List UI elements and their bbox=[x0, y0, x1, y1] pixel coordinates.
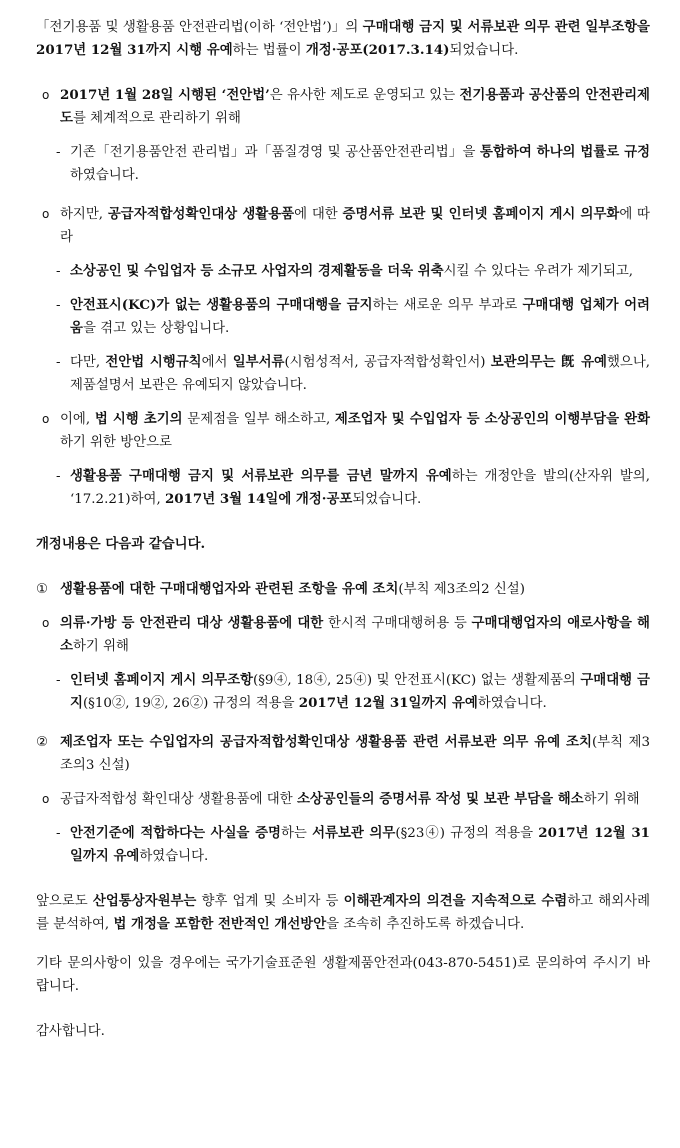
contact-paragraph: 기타 문의사항이 있을 경우에는 국가기술표준원 생활제품안전과(043-870-5451)로 문의하여 주시기 바랍니다. bbox=[36, 956, 650, 994]
closing-text: 감사합니다. bbox=[36, 1024, 105, 1039]
amendment-2-detail: - 안전기준에 적합하다는 사실을 증명하는 서류보관 의무(§23④) 규정의 적용을 2017년 12월 31일까지 유예하였습니다. bbox=[36, 822, 650, 868]
number-2-marker: ② bbox=[36, 735, 49, 750]
problem-bullet: o 하지만, 공급자적합성확인대상 생활용품에 대한 증명서류 보관 및 인터넷 홈페이지 게시 의무화에 따라 bbox=[36, 203, 650, 249]
intro-paragraph: 「전기용품 및 생활용품 안전관리법(이하 ‘전안법’)」의 구매대행 금지 및 서류보관 의무 관련 일부조항을 2017년 12월 31까지 시행 유예하는 법률이 개정·공포(2017.3.14)되었습니다. bbox=[36, 19, 650, 58]
problem-detail-small-business: - 소상공인 및 수입업자 등 소규모 사업자의 경제활동을 더욱 위축시킬 수 있다는 우려가 제기되고, bbox=[36, 260, 650, 283]
amendment-1-detail: - 인터넷 홈페이지 게시 의무조항(§9④, 18④, 25④) 및 안전표시(KC) 없는 생활제품의 구매대행 금지(§10②, 19②, 26②) 규정의 적용을 2017년 12월 31일까지 유예하였습니다. bbox=[36, 669, 650, 715]
number-1-marker: ① bbox=[36, 582, 49, 597]
amendment-2-purpose: o 공급자적합성 확인대상 생활용품에 대한 소상공인들의 증명서류 작성 및 보관 부담을 해소하기 위해 bbox=[36, 788, 650, 811]
amendment-item-2: ② 제조업자 또는 수입업자의 공급자적합성확인대상 생활용품 관련 서류보관 의무 유예 조치(부칙 제3조의3 신설) bbox=[36, 731, 650, 777]
integration-detail: - 기존「전기용품안전 관리법」과「품질경영 및 공산품안전관리법」을 통합하여 하나의 법률로 규정하였습니다. bbox=[36, 141, 650, 187]
section-heading: 개정내용은 다음과 같습니다. bbox=[36, 536, 206, 552]
problem-detail-purchasing-agent: - 안전표시(KC)가 없는 생활용품의 구매대행을 금지하는 새로운 의무 부과로 구매대행 업체가 어려움을 겪고 있는 상황입니다. bbox=[36, 294, 650, 340]
problem-detail-documents: - 다만, 전안법 시행규칙에서 일부서류(시험성적서, 공급자적합성확인서) 보관의무는 旣 유예했으나, 제품설명서 보관은 유예되지 않았습니다. bbox=[36, 351, 650, 397]
solution-bullet: o 이에, 법 시행 초기의 문제점을 일부 해소하고, 제조업자 및 수입업자 등 소상공인의 이행부담을 완화하기 위한 방안으로 bbox=[36, 408, 650, 454]
amendment-1-purpose: o 의류·가방 등 안전관리 대상 생활용품에 대한 한시적 구매대행허용 등 구매대행업자의 애로사항을 해소하기 위해 bbox=[36, 612, 650, 658]
solution-detail: - 생활용품 구매대행 금지 및 서류보관 의무를 금년 말까지 유예하는 개정안을 발의(산자위 발의, ‘17.2.21)하여, 2017년 3월 14일에 개정·공포되었습니다. bbox=[36, 465, 650, 511]
amendment-item-1: ① 생활용품에 대한 구매대행업자와 관련된 조항을 유예 조치(부칙 제3조의2 신설) bbox=[36, 578, 650, 601]
future-plan-paragraph: 앞으로도 산업통상자원부는 향후 업계 및 소비자 등 이해관계자의 의견을 지속적으로 수렴하고 해외사례를 분석하여, 법 개정을 포함한 전반적인 개선방안을 조속히 추진하도록 하겠습니다. bbox=[36, 893, 651, 932]
background-bullet: o 2017년 1월 28일 시행된 ‘전안법’은 유사한 제도로 운영되고 있는 전기용품과 공산품의 안전관리제도를 체계적으로 관리하기 위해 bbox=[36, 84, 650, 130]
